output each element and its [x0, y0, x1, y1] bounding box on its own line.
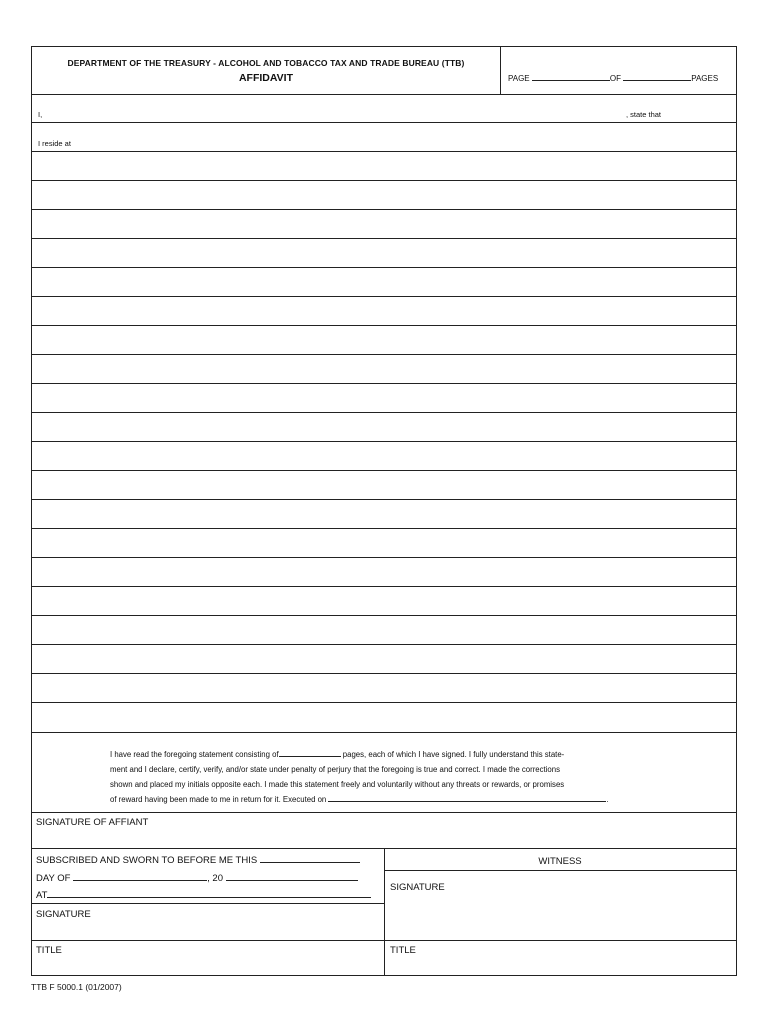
- statement-line[interactable]: [32, 326, 736, 355]
- statement-line[interactable]: [32, 239, 736, 268]
- declaration-part-1: I have read the foregoing statement consisting of: [110, 750, 279, 759]
- sworn-title-label: TITLE: [36, 945, 62, 956]
- form-title: AFFIDAVIT: [238, 72, 294, 84]
- affiant-name-row[interactable]: [32, 94, 736, 123]
- pages-label: PAGES: [691, 74, 719, 83]
- statement-line[interactable]: [32, 703, 736, 733]
- sworn-location-field[interactable]: [47, 888, 371, 898]
- form-header: [32, 47, 736, 95]
- witness-signature-field[interactable]: [385, 871, 736, 940]
- witness-signature-label: SIGNATURE: [390, 882, 445, 893]
- header-title-block: [32, 47, 501, 94]
- declaration-line-1: [110, 747, 670, 762]
- declaration-line-4: [110, 792, 670, 807]
- day-of-label: DAY OF: [36, 873, 71, 884]
- subscribed-line: [36, 853, 360, 866]
- statement-line[interactable]: [32, 616, 736, 645]
- signature-affiant-label: SIGNATURE OF AFFIANT: [36, 817, 149, 828]
- department-heading: DEPARTMENT OF THE TREASURY - ALCOHOL AND TOBACCO TAX AND TRADE BUREAU (TTB): [67, 58, 465, 68]
- witness-title-label: TITLE: [390, 945, 416, 956]
- statement-line[interactable]: [32, 674, 736, 703]
- form-number: TTB F 5000.1 (01/2007): [31, 982, 122, 992]
- declaration-line-3: shown and placed my initials opposite each. I made this statement freely and voluntarily without any threats or rewards, or promises: [110, 780, 565, 790]
- of-label: OF: [609, 74, 621, 83]
- declaration-part-2: pages, each of which I have signed. I fully understand this state-: [342, 750, 565, 759]
- page-count-field: [508, 73, 734, 83]
- residence-row[interactable]: [32, 123, 736, 152]
- day-of-line: [36, 871, 358, 884]
- sworn-signature-field[interactable]: [32, 904, 384, 940]
- statement-line[interactable]: [32, 152, 736, 181]
- at-label: AT: [36, 890, 48, 901]
- i-label: I,: [38, 110, 43, 119]
- sworn-title-field[interactable]: [32, 941, 384, 975]
- sworn-year-field[interactable]: [226, 871, 358, 881]
- statement-line[interactable]: [32, 355, 736, 384]
- executed-on-field[interactable]: [328, 794, 609, 805]
- statement-line[interactable]: [32, 413, 736, 442]
- at-line: [36, 888, 371, 901]
- statement-line[interactable]: [32, 558, 736, 587]
- sworn-month-field[interactable]: [73, 871, 207, 881]
- statement-line[interactable]: [32, 471, 736, 500]
- declaration-end: .: [606, 795, 609, 805]
- declaration-text: [110, 747, 670, 807]
- sworn-signature-label: SIGNATURE: [36, 909, 91, 920]
- statement-line[interactable]: [32, 587, 736, 616]
- witness-title-field[interactable]: [385, 941, 736, 975]
- witness-heading: WITNESS: [538, 856, 582, 867]
- statement-line[interactable]: [32, 268, 736, 297]
- statement-line[interactable]: [32, 297, 736, 326]
- statement-line[interactable]: [32, 645, 736, 674]
- signature-affiant-field[interactable]: [32, 813, 736, 848]
- subscribed-label: SUBSCRIBED AND SWORN TO BEFORE ME THIS: [36, 855, 258, 866]
- statement-line[interactable]: [32, 442, 736, 471]
- affidavit-form: [31, 46, 737, 976]
- page-number-field[interactable]: [532, 73, 610, 81]
- statement-line[interactable]: [32, 384, 736, 413]
- statement-line[interactable]: [32, 181, 736, 210]
- statement-line[interactable]: [32, 529, 736, 558]
- sworn-day-field[interactable]: [260, 853, 360, 863]
- year-prefix-label: , 20: [207, 873, 223, 884]
- state-that-label: , state that: [626, 110, 662, 119]
- statement-line[interactable]: [32, 500, 736, 529]
- reside-at-label: I reside at: [38, 139, 71, 148]
- total-pages-field[interactable]: [623, 73, 691, 81]
- page-count-blank[interactable]: [279, 749, 341, 757]
- statement-line[interactable]: [32, 210, 736, 239]
- page-label: PAGE: [508, 74, 530, 83]
- executed-on-label: of reward having been made to me in return for it. Executed on: [110, 795, 327, 805]
- declaration-line-2: ment and I declare, certify, verify, and/or state under penalty of perjury that the foregoing is true and correct. I made the corrections: [110, 765, 560, 775]
